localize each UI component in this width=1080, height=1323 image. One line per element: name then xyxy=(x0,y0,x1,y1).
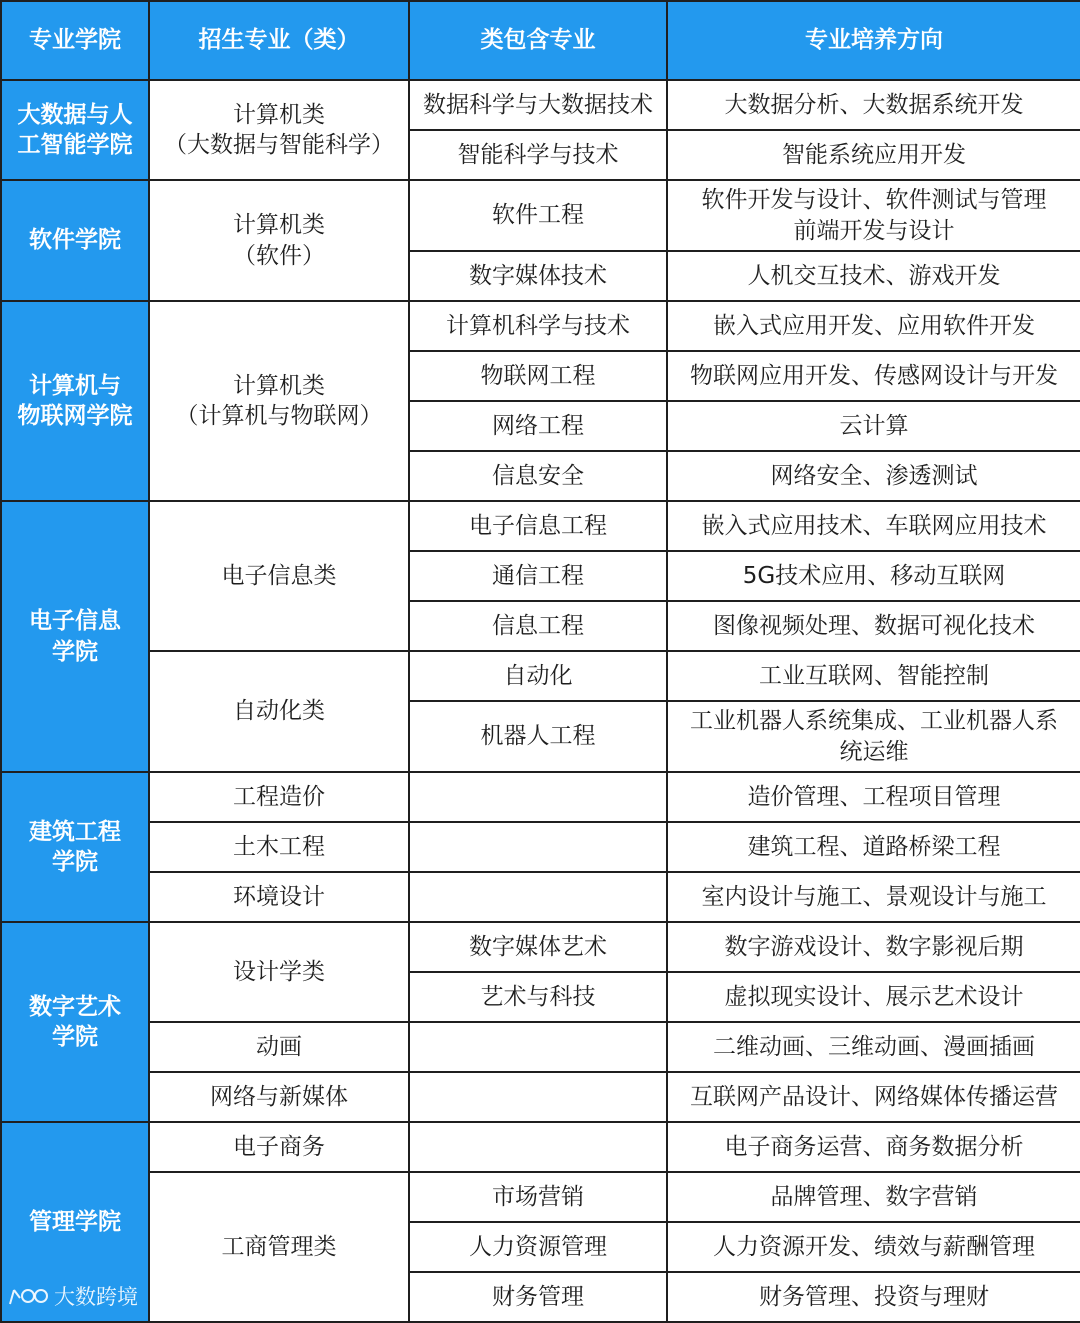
direction-cell xyxy=(667,651,1080,701)
direction-text: 嵌入式应用技术、车联网应用技术 xyxy=(701,512,1047,539)
table-row xyxy=(1,822,1080,872)
major-name: 计算机类 （软件） xyxy=(233,212,325,269)
college-cell xyxy=(1,501,149,772)
sub-major-cell xyxy=(409,130,667,180)
sub-major-name: 财务管理 xyxy=(492,1283,584,1310)
direction-text: 智能系统应用开发 xyxy=(782,141,966,168)
major-cell xyxy=(149,922,409,1022)
direction-cell xyxy=(667,1222,1080,1272)
direction-text: 建筑工程、道路桥梁工程 xyxy=(747,833,1001,860)
direction-cell xyxy=(667,251,1080,301)
college-cell xyxy=(1,80,149,180)
direction-cell xyxy=(667,451,1080,501)
sub-major-cell xyxy=(409,651,667,701)
table-row xyxy=(1,180,1080,251)
direction-text: 造价管理、工程项目管理 xyxy=(747,783,1001,810)
sub-major-name: 人力资源管理 xyxy=(469,1233,607,1260)
major-name: 工商管理类 xyxy=(221,1233,337,1260)
college-name: 电子信息 学院 xyxy=(29,608,121,665)
major-name: 计算机类 （计算机与物联网） xyxy=(175,372,383,429)
direction-cell xyxy=(667,772,1080,822)
direction-text: 网络安全、渗透测试 xyxy=(770,462,978,489)
direction-text: 5G技术应用、移动互联网 xyxy=(742,562,1006,589)
direction-text: 物联网应用开发、传感网设计与开发 xyxy=(690,362,1058,389)
direction-cell xyxy=(667,701,1080,772)
table-body xyxy=(1,80,1080,1322)
college-cell xyxy=(1,180,149,301)
sub-major-cell xyxy=(409,301,667,351)
major-cell xyxy=(149,1122,409,1172)
table-row xyxy=(1,501,1080,551)
table-row xyxy=(1,651,1080,701)
major-cell xyxy=(149,1172,409,1322)
sub-major-cell xyxy=(409,451,667,501)
major-name: 动画 xyxy=(256,1033,302,1060)
major-name: 电子商务 xyxy=(233,1133,325,1160)
sub-major-cell xyxy=(409,822,667,872)
sub-major-name: 物联网工程 xyxy=(480,362,596,389)
direction-text: 品牌管理、数字营销 xyxy=(770,1183,978,1210)
direction-cell xyxy=(667,972,1080,1022)
major-cell xyxy=(149,1022,409,1072)
sub-major-cell xyxy=(409,772,667,822)
major-cell xyxy=(149,872,409,922)
sub-major-name: 数字媒体艺术 xyxy=(469,933,607,960)
direction-cell xyxy=(667,351,1080,401)
major-name: 土木工程 xyxy=(233,833,325,860)
direction-text: 云计算 xyxy=(839,412,909,439)
direction-text: 人力资源开发、绩效与薪酬管理 xyxy=(713,1233,1035,1260)
direction-cell xyxy=(667,1122,1080,1172)
sub-major-name: 网络工程 xyxy=(492,412,584,439)
direction-text: 电子商务运营、商务数据分析 xyxy=(724,1133,1024,1160)
direction-text: 工业机器人系统集成、工业机器人系 统运维 xyxy=(690,708,1058,765)
sub-major-name: 通信工程 xyxy=(492,562,584,589)
table-row xyxy=(1,1122,1080,1172)
direction-cell xyxy=(667,80,1080,130)
sub-major-cell xyxy=(409,351,667,401)
direction-cell xyxy=(667,1272,1080,1322)
sub-major-name: 机器人工程 xyxy=(480,723,596,750)
college-name: 建筑工程 学院 xyxy=(29,818,121,875)
direction-cell xyxy=(667,922,1080,972)
direction-text: 人机交互技术、游戏开发 xyxy=(747,262,1001,289)
direction-text: 数字游戏设计、数字影视后期 xyxy=(724,933,1024,960)
direction-text: 工业互联网、智能控制 xyxy=(759,662,989,689)
table-row xyxy=(1,872,1080,922)
direction-text: 软件开发与设计、软件测试与管理 前端开发与设计 xyxy=(701,187,1047,244)
direction-text: 虚拟现实设计、展示艺术设计 xyxy=(724,983,1024,1010)
direction-cell xyxy=(667,1072,1080,1122)
sub-major-cell xyxy=(409,922,667,972)
sub-major-cell xyxy=(409,1022,667,1072)
major-cell xyxy=(149,301,409,501)
college-name: 计算机与 物联网学院 xyxy=(17,372,133,429)
table-row xyxy=(1,80,1080,130)
sub-major-cell xyxy=(409,180,667,251)
direction-cell xyxy=(667,1172,1080,1222)
table-row xyxy=(1,1172,1080,1222)
sub-major-cell xyxy=(409,601,667,651)
sub-major-name: 软件工程 xyxy=(492,202,584,229)
header-major: 招生专业（类） xyxy=(149,1,409,80)
sub-major-name: 数字媒体技术 xyxy=(469,262,607,289)
direction-cell xyxy=(667,130,1080,180)
college-name: 管理学院 xyxy=(29,1208,121,1235)
sub-major-cell xyxy=(409,972,667,1022)
sub-major-name: 市场营销 xyxy=(492,1183,584,1210)
major-cell xyxy=(149,772,409,822)
major-name: 工程造价 xyxy=(233,783,325,810)
sub-major-name: 智能科学与技术 xyxy=(457,141,619,168)
direction-text: 财务管理、投资与理财 xyxy=(759,1283,989,1310)
sub-major-name: 计算机科学与技术 xyxy=(446,312,630,339)
sub-major-cell xyxy=(409,1272,667,1322)
sub-major-name: 信息工程 xyxy=(492,612,584,639)
sub-major-name: 艺术与科技 xyxy=(480,983,596,1010)
sub-major-cell xyxy=(409,551,667,601)
table-row xyxy=(1,772,1080,822)
college-name: 数字艺术 学院 xyxy=(29,993,121,1050)
sub-major-cell xyxy=(409,251,667,301)
table-row xyxy=(1,1022,1080,1072)
sub-major-name: 自动化 xyxy=(503,662,573,689)
table-row xyxy=(1,922,1080,972)
header-row xyxy=(1,1,1080,80)
direction-cell xyxy=(667,301,1080,351)
table-header xyxy=(1,1,1080,80)
watermark-logo-icon xyxy=(6,1284,50,1308)
sub-major-name: 电子信息工程 xyxy=(469,512,607,539)
major-name: 自动化类 xyxy=(233,698,325,725)
direction-text: 二维动画、三维动画、漫画插画 xyxy=(713,1033,1035,1060)
direction-cell xyxy=(667,551,1080,601)
direction-cell xyxy=(667,822,1080,872)
sub-major-cell xyxy=(409,1172,667,1222)
major-name: 计算机类 （大数据与智能科学） xyxy=(164,101,394,158)
major-cell xyxy=(149,1072,409,1122)
college-cell xyxy=(1,772,149,922)
sub-major-name: 数据科学与大数据技术 xyxy=(423,91,653,118)
header-sub-majors: 类包含专业 xyxy=(409,1,667,80)
direction-text: 互联网产品设计、网络媒体传播运营 xyxy=(690,1083,1058,1110)
header-college: 专业学院 xyxy=(1,1,149,80)
table-row xyxy=(1,301,1080,351)
direction-text: 嵌入式应用开发、应用软件开发 xyxy=(713,312,1035,339)
major-cell xyxy=(149,822,409,872)
major-cell xyxy=(149,80,409,180)
sub-major-name: 信息安全 xyxy=(492,462,584,489)
direction-text: 图像视频处理、数据可视化技术 xyxy=(713,612,1035,639)
major-name: 电子信息类 xyxy=(221,562,337,589)
sub-major-cell xyxy=(409,872,667,922)
watermark-text: 大数跨境 xyxy=(54,1285,138,1309)
major-cell xyxy=(149,651,409,772)
sub-major-cell xyxy=(409,401,667,451)
direction-cell xyxy=(667,401,1080,451)
college-name: 大数据与人 工智能学院 xyxy=(17,101,133,158)
major-cell xyxy=(149,180,409,301)
sub-major-cell xyxy=(409,1122,667,1172)
major-name: 环境设计 xyxy=(233,883,325,910)
direction-cell xyxy=(667,501,1080,551)
direction-text: 大数据分析、大数据系统开发 xyxy=(724,91,1024,118)
major-cell xyxy=(149,501,409,651)
sub-major-cell xyxy=(409,1072,667,1122)
college-cell xyxy=(1,922,149,1122)
sub-major-cell xyxy=(409,501,667,551)
direction-cell xyxy=(667,872,1080,922)
direction-cell xyxy=(667,1022,1080,1072)
header-direction: 专业培养方向 xyxy=(667,1,1080,80)
sub-major-cell xyxy=(409,80,667,130)
table-row xyxy=(1,1072,1080,1122)
college-name: 软件学院 xyxy=(29,227,121,254)
direction-cell xyxy=(667,601,1080,651)
direction-cell xyxy=(667,180,1080,251)
sub-major-cell xyxy=(409,1222,667,1272)
major-name: 网络与新媒体 xyxy=(210,1083,348,1110)
major-name: 设计学类 xyxy=(233,958,325,985)
sub-major-cell xyxy=(409,701,667,772)
watermark xyxy=(6,1281,138,1311)
direction-text: 室内设计与施工、景观设计与施工 xyxy=(701,883,1047,910)
college-cell xyxy=(1,301,149,501)
